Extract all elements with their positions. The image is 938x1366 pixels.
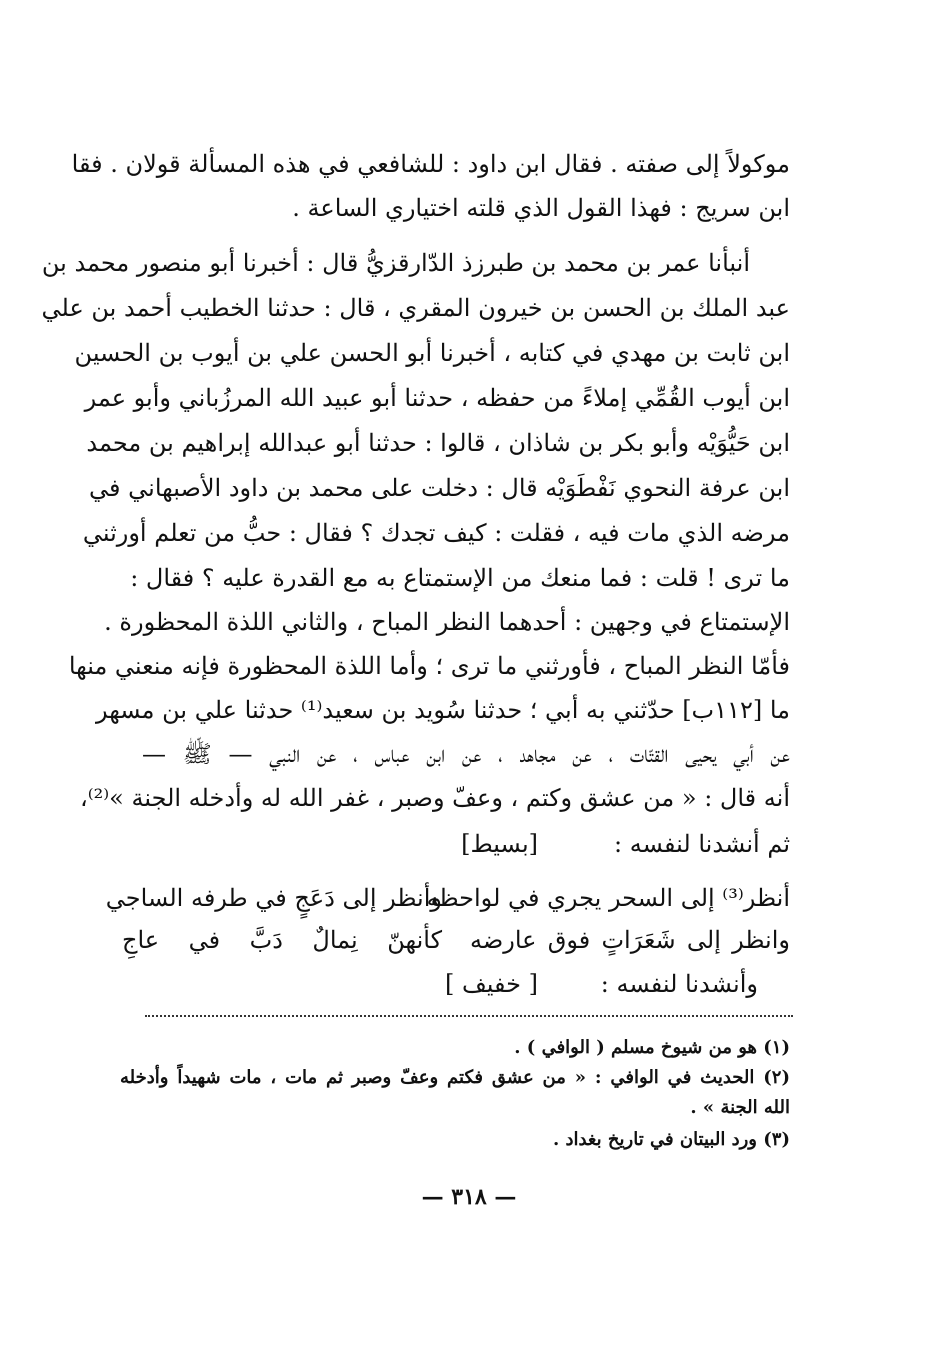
- body-line-16: ثم أنشدنا لنفسه :: [614, 830, 790, 858]
- body-line-8: ابن عرفة النحوي نَفْطَوَيْه قال : دخلت على محمد بن داود الأصبهاني في: [89, 474, 790, 502]
- verse-1-first-hemistich: أنظر⁽³⁾ إلى السحر يجري في لواحظه: [426, 884, 790, 912]
- meter-label-khafif: [ خفيف ]: [444, 970, 538, 998]
- meter-label-basit: [بسيط]: [461, 830, 538, 858]
- verse-1-second-hemistich: وأنظر إلى دَعَجٍ في طرفه الساجي: [105, 884, 442, 912]
- closing-line: وأنشدنا لنفسه :: [600, 970, 758, 998]
- footnote-3: (٣) ورد البيتان في تاريخ بغداد .: [552, 1129, 790, 1150]
- body-line-10: ما ترى ! قلت : فما منعك من الإستمتاع به مع القدرة عليه ؟ فقال :: [130, 564, 790, 592]
- body-line-12: فأمّا النظر المباح ، فأورثني ما ترى ؛ وأما اللذة المحظورة فإنه منعني منها: [68, 652, 790, 680]
- body-line-7: ابن حَيُّوَيْه وأبو بكر بن شاذان ، قالوا : حدثنا أبو عبدالله إبراهيم بن محمد: [86, 429, 790, 457]
- body-line-4: عبد الملك بن الحسن بن خيرون المقري ، قال : حدثنا الخطيب أحمد بن علي: [41, 294, 790, 322]
- body-line-3: أنبأنا عمر بن محمد بن طبرزذ الدّارقزيُّ قال : أخبرنا أبو منصور محمد بن: [41, 249, 750, 277]
- body-line-15: أنه قال : « من عشق وكتم ، وعفّ وصبر ، غفر الله له وأدخله الجنة »⁽²⁾،: [80, 784, 790, 812]
- verse-2-second-hemistich: كأنهنّ نِمالٌ دَبَّ في عاجِ: [122, 926, 442, 954]
- body-line-5: ابن ثابت بن مهدي في كتابه ، أخبرنا أبو الحسن علي بن أيوب بن الحسين: [74, 339, 790, 367]
- body-line-9: مرضه الذي مات فيه ، فقلت : كيف تجدك ؟ فقال : حبُّ من تعلم أورثني: [82, 519, 790, 547]
- body-line-14: عن أبي يحيى القتّات ، عن مجاهد ، عن ابن عباس ، عن النبي — ﷺ —: [142, 740, 790, 768]
- footnote-1: (١) هو من شيوخ مسلم ( الوافي ) .: [514, 1037, 790, 1058]
- body-line-13: ما [١١٢ب] حدّثني به أبي ؛ حدثنا سُويد بن سعيد⁽¹⁾ حدثنا علي بن مسهر: [95, 696, 790, 724]
- body-line-6: ابن أيوب القُمِّي إملاءً من حفظه ، حدثنا أبو عبيد الله المرزُباني وأبو عمر: [84, 384, 790, 412]
- verse-2-first-hemistich: وانظر إلى شَعَرَاتٍ فوق عارضه: [470, 926, 790, 954]
- body-line-11: الإستمتاع في وجهين : أحدهما النظر المباح ، والثاني اللذة المحظورة .: [104, 608, 790, 636]
- footnote-2-continued: الله الجنة » .: [690, 1097, 790, 1118]
- body-line-1: موكولاً إلى صفته . فقال ابن داود : للشافعي في هذه المسألة قولان . فقا: [71, 150, 790, 178]
- verse-line-2: [122, 922, 790, 962]
- page-number: — ٣١٨ —: [421, 1184, 517, 1210]
- verse-line-1: [105, 880, 790, 920]
- footnote-2: (٢) الحديث في الوافي : « من عشق فكتم وعفّ وصبر ثم مات ، مات شهيداً وأدخله: [120, 1067, 790, 1088]
- footnote-separator: [145, 1015, 793, 1017]
- body-line-2: ابن سريج : فهذا القول الذي قلته اختياري الساعة .: [292, 194, 790, 222]
